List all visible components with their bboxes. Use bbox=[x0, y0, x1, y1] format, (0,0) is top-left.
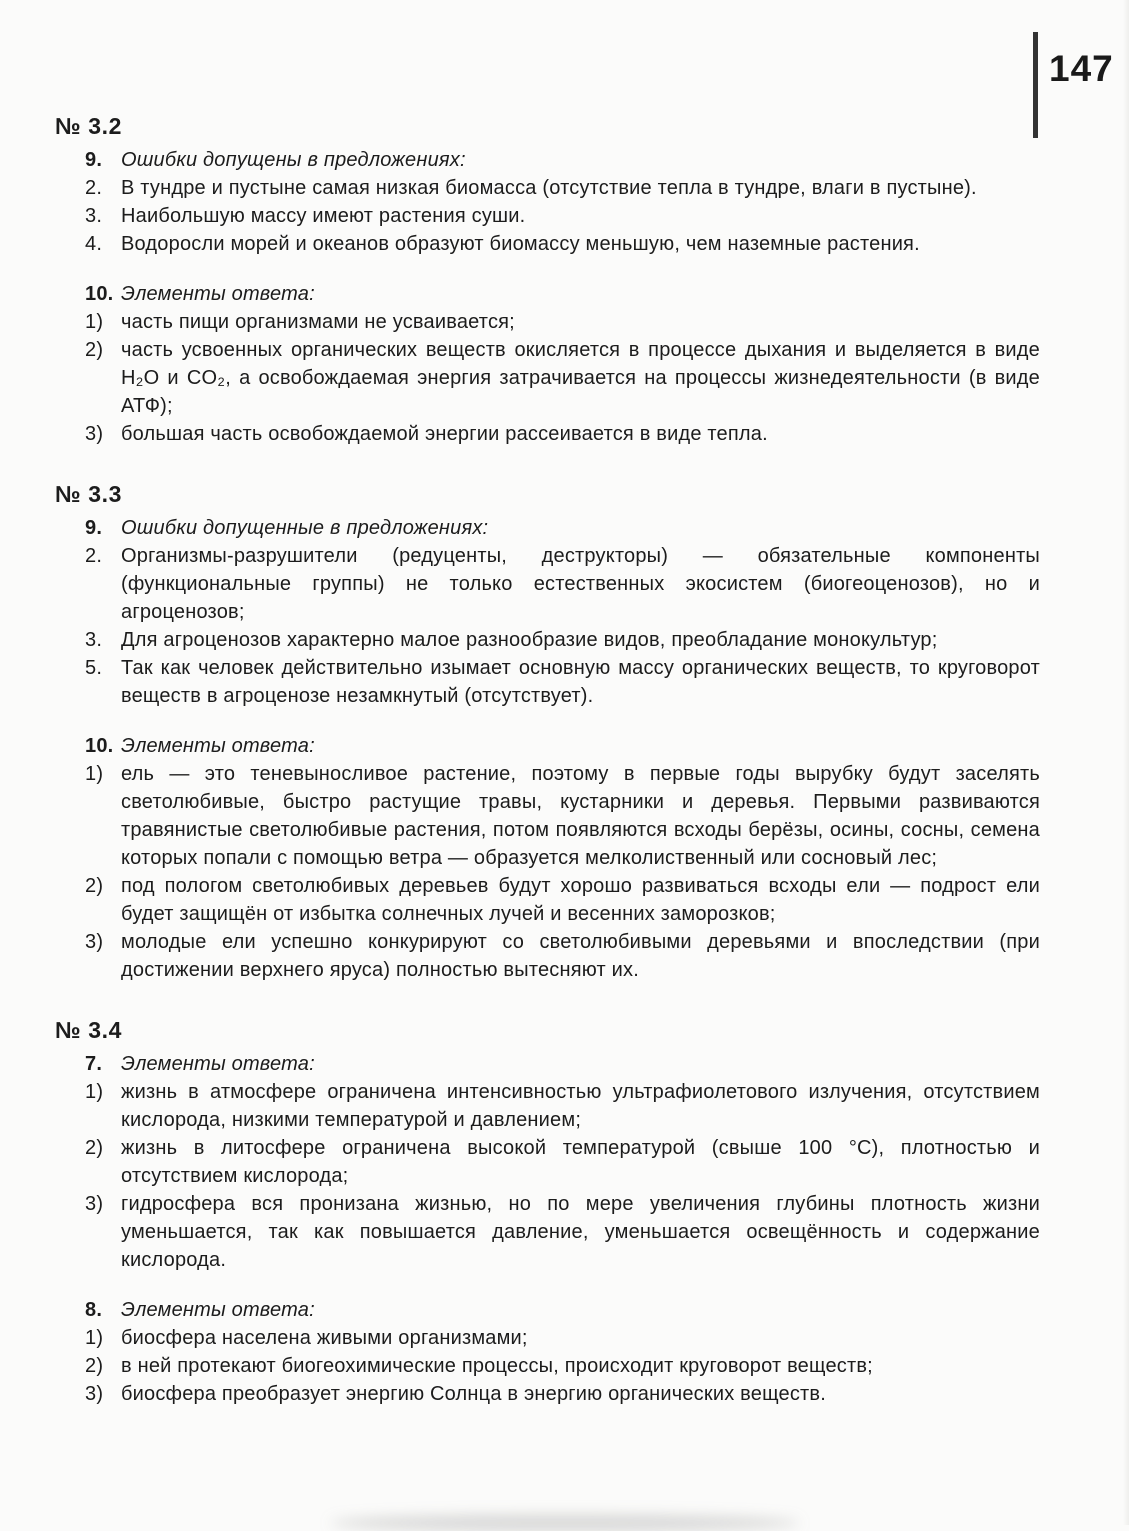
list-item bbox=[85, 928, 1040, 984]
list-item-marker: 4. bbox=[85, 233, 103, 255]
answer-block bbox=[85, 1050, 1040, 1274]
list-item-text: жизнь в атмосфере ограничена интенсивностью ультрафиолетового излучения, отсутствием кислорода, низкими температурой и давлением; bbox=[121, 1081, 1040, 1131]
answer-block bbox=[85, 732, 1040, 984]
list-item bbox=[85, 174, 1040, 202]
list-item-text: жизнь в литосфере ограничена высокой температурой (свыше 100 °С), плотностью и отсутствием кислорода; bbox=[121, 1137, 1040, 1187]
list-item bbox=[85, 654, 1040, 710]
answer-block bbox=[85, 1296, 1040, 1408]
list-item bbox=[85, 308, 1040, 336]
list-item-text: молодые ели успешно конкурируют со светолюбивыми деревьями и впоследствии (при достижении верхнего яруса) полностью вытесняют их. bbox=[121, 931, 1040, 981]
list-item bbox=[85, 230, 1040, 258]
list-item-text: Так как человек действительно изымает основную массу органических веществ, то круговорот веществ в агроценозе незамкнутый (отсутствует). bbox=[121, 657, 1040, 707]
list-item-marker: 1) bbox=[85, 1327, 104, 1349]
list-item-marker: 3) bbox=[85, 423, 104, 445]
list-item-text: биосфера населена живыми организмами; bbox=[121, 1327, 528, 1349]
list-item-marker: 2) bbox=[85, 875, 104, 897]
answer-block-number: 7. bbox=[85, 1053, 103, 1075]
list-item-marker: 2) bbox=[85, 339, 104, 361]
list-item bbox=[85, 1352, 1040, 1380]
list-item-text: большая часть освобождаемой энергии рассеивается в виде тепла. bbox=[121, 423, 768, 445]
answer-block-header bbox=[85, 514, 1040, 542]
list-item bbox=[85, 626, 1040, 654]
answer-block-header bbox=[85, 1296, 1040, 1324]
list-item-text: Наибольшую массу имеют растения суши. bbox=[121, 205, 526, 227]
list-item-marker: 3. bbox=[85, 629, 103, 651]
list-item-marker: 5. bbox=[85, 657, 103, 679]
list-item-text: Для агроценозов характерно малое разнообразие видов, преобладание монокультур; bbox=[121, 629, 938, 651]
list-item bbox=[85, 1078, 1040, 1134]
section-3-3 bbox=[55, 480, 1040, 984]
list-item bbox=[85, 1134, 1040, 1190]
answer-block-number: 8. bbox=[85, 1299, 103, 1321]
answer-block-title: Элементы ответа: bbox=[121, 283, 315, 305]
answer-block-title: Элементы ответа: bbox=[121, 1299, 315, 1321]
answer-block bbox=[85, 514, 1040, 710]
list-item-marker: 1) bbox=[85, 1081, 104, 1103]
answer-key-content bbox=[55, 112, 1040, 1408]
list-item bbox=[85, 760, 1040, 872]
section-3-4 bbox=[55, 1016, 1040, 1408]
answer-block-header bbox=[85, 280, 1040, 308]
list-item-marker: 3) bbox=[85, 931, 104, 953]
list-item-marker: 3) bbox=[85, 1193, 104, 1215]
list-item-marker: 2. bbox=[85, 545, 103, 567]
answer-block bbox=[85, 280, 1040, 448]
list-item-text: Организмы-разрушители (редуценты, деструкторы) — обязательные компоненты (функциональные группы) не только естественных экосистем (биогеоценозов), но и агроценозов; bbox=[121, 545, 1040, 623]
answer-block-header bbox=[85, 732, 1040, 760]
list-item bbox=[85, 1324, 1040, 1352]
list-item-text: под пологом светолюбивых деревьев будут хорошо развиваться всходы ели — подрост ели будет защищён от избытка солнечных лучей и весенних заморозков; bbox=[121, 875, 1040, 925]
list-item-text: ель — это теневыносливое растение, поэтому в первые годы вырубку будут заселять светолюбивые, быстро растущие травы, кустарники и деревья. Первыми развиваются травянистые светолюбивые растения, потом появляются всходы берёзы, осины, сосны, семена которых попали с помощью ветра — образуется мелколиственный или сосновый лес; bbox=[121, 763, 1040, 869]
list-item bbox=[85, 336, 1040, 420]
list-item-text: часть пищи организмами не усваивается; bbox=[121, 311, 515, 333]
answer-block-header bbox=[85, 146, 1040, 174]
answer-block-title: Ошибки допущенные в предложениях: bbox=[121, 517, 489, 539]
answer-block-number: 10. bbox=[85, 283, 114, 305]
answer-block-title: Элементы ответа: bbox=[121, 1053, 315, 1075]
list-item-text: Водоросли морей и океанов образуют биомассу меньшую, чем наземные растения. bbox=[121, 233, 920, 255]
section-heading: № 3.2 bbox=[55, 113, 123, 139]
answer-block-number: 10. bbox=[85, 735, 114, 757]
list-item-text: в ней протекают биогеохимические процессы, происходит круговорот веществ; bbox=[121, 1355, 873, 1377]
scan-shadow-artifact bbox=[330, 1515, 800, 1531]
list-item-text: биосфера преобразует энергию Солнца в энергию органических веществ. bbox=[121, 1383, 826, 1405]
list-item bbox=[85, 420, 1040, 448]
list-item-marker: 1) bbox=[85, 311, 104, 333]
list-item-marker: 1) bbox=[85, 763, 104, 785]
list-item bbox=[85, 1190, 1040, 1274]
list-item-text: гидросфера вся пронизана жизнью, но по мере увеличения глубины плотность жизни уменьшается, так как повышается давление, уменьшается освещённость и содержание кислорода. bbox=[121, 1193, 1040, 1271]
list-item-marker: 3. bbox=[85, 205, 103, 227]
answer-block bbox=[85, 146, 1040, 258]
answer-block-title: Элементы ответа: bbox=[121, 735, 315, 757]
list-item bbox=[85, 202, 1040, 230]
list-item-text: В тундре и пустыне самая низкая биомасса (отсутствие тепла в тундре, влаги в пустыне). bbox=[121, 177, 977, 199]
list-item-marker: 2. bbox=[85, 177, 103, 199]
section-heading: № 3.3 bbox=[55, 481, 123, 507]
section-heading: № 3.4 bbox=[55, 1017, 123, 1043]
list-item bbox=[85, 542, 1040, 626]
list-item-marker: 2) bbox=[85, 1137, 104, 1159]
section-3-2 bbox=[55, 112, 1040, 448]
list-item-text: часть усвоенных органических веществ окисляется в процессе дыхания и выделяется в виде H₂O и CO₂, а освобождаемая энергия затрачивается на процессы жизнедеятельности (в виде АТФ); bbox=[121, 339, 1040, 417]
answer-block-number: 9. bbox=[85, 149, 103, 171]
scan-edge-shading bbox=[1123, 0, 1129, 1525]
list-item-marker: 3) bbox=[85, 1383, 104, 1405]
answer-block-header bbox=[85, 1050, 1040, 1078]
answer-block-title: Ошибки допущены в предложениях: bbox=[121, 149, 466, 171]
list-item bbox=[85, 1380, 1040, 1408]
list-item-marker: 2) bbox=[85, 1355, 104, 1377]
answer-block-number: 9. bbox=[85, 517, 103, 539]
list-item bbox=[85, 872, 1040, 928]
page-number: 147 bbox=[1049, 48, 1114, 89]
